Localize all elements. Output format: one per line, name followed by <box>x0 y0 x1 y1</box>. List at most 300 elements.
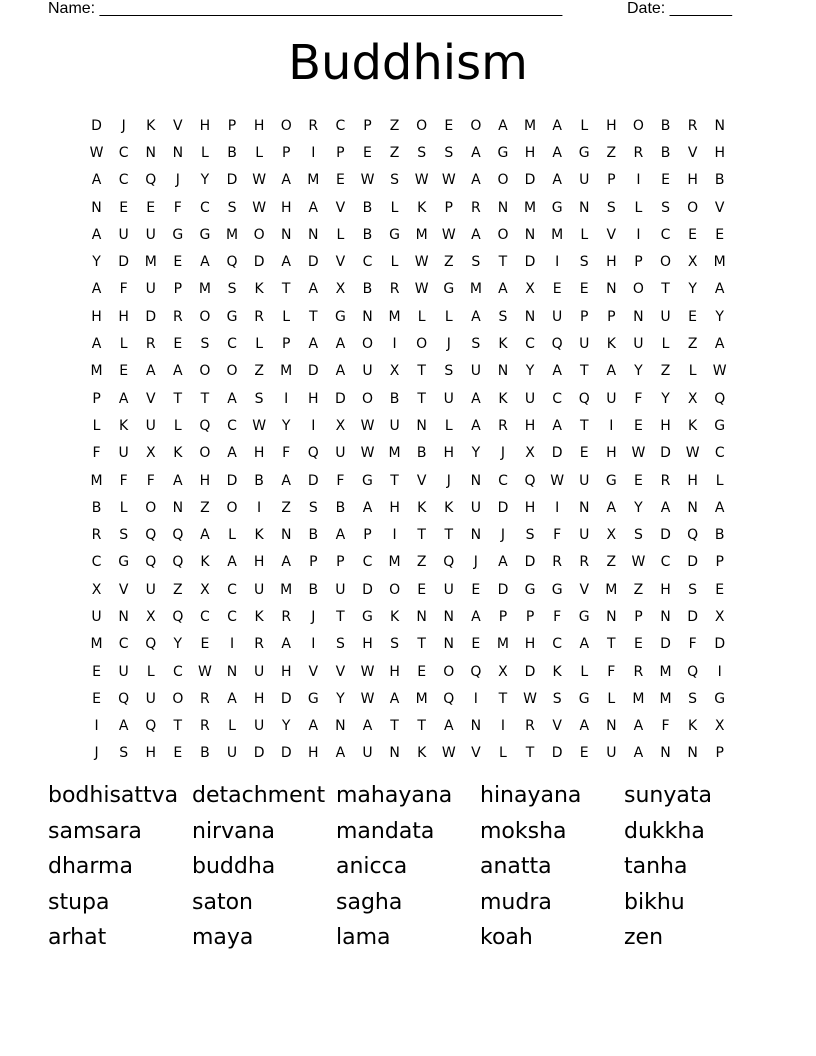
grid-letter: S <box>579 254 589 271</box>
grid-letter: E <box>633 417 643 434</box>
grid-letter: W <box>360 690 375 707</box>
grid-letter: B <box>714 172 725 189</box>
grid-letter: M <box>524 199 537 216</box>
grid-letter: U <box>606 390 617 407</box>
grid-letter: H <box>253 554 265 571</box>
word-bank-item: dharma <box>48 854 133 879</box>
grid-letter: W <box>631 445 646 462</box>
grid-letter: C <box>118 636 129 653</box>
grid-letter: E <box>119 199 129 216</box>
grid-letter: L <box>607 690 616 707</box>
word-bank-item: samsara <box>48 818 142 844</box>
grid-letter: T <box>444 527 454 544</box>
grid-letter: K <box>498 336 508 353</box>
letter-grid <box>83 112 734 767</box>
grid-letter: I <box>311 144 316 161</box>
grid-letter: E <box>579 281 589 298</box>
grid-letter: W <box>712 363 727 380</box>
grid-letter: Z <box>606 144 617 161</box>
grid-letter: R <box>281 608 292 625</box>
grid-letter: A <box>552 117 562 134</box>
grid-letter: V <box>118 581 129 598</box>
grid-letter: A <box>227 390 237 407</box>
grid-letter: L <box>715 472 724 489</box>
grid-letter: A <box>308 199 319 216</box>
grid-letter: M <box>144 254 157 271</box>
grid-letter: H <box>524 636 536 653</box>
grid-letter: A <box>471 608 481 625</box>
grid-letter: W <box>441 226 456 243</box>
grid-letter: J <box>94 745 99 762</box>
grid-row <box>83 467 734 494</box>
grid-letter: S <box>498 308 508 325</box>
grid-letter: A <box>118 718 129 735</box>
grid-letter: H <box>687 172 698 189</box>
grid-letter: E <box>715 581 725 598</box>
grid-letter: U <box>443 390 454 407</box>
grid-letter: K <box>119 417 129 434</box>
grid-letter: N <box>524 308 536 325</box>
grid-letter: N <box>578 499 590 516</box>
grid-letter: C <box>660 554 671 571</box>
grid-letter: X <box>335 281 346 298</box>
grid-row <box>83 194 734 221</box>
grid-row <box>83 740 734 767</box>
grid-letter: R <box>200 690 210 707</box>
grid-letter: N <box>470 527 482 544</box>
grid-letter: D <box>253 745 265 762</box>
grid-letter: E <box>173 254 183 271</box>
grid-letter: A <box>281 472 291 489</box>
grid-row <box>83 167 734 194</box>
grid-letter: H <box>253 445 265 462</box>
word-bank-item: bodhisattva <box>48 783 179 808</box>
grid-letter: L <box>173 417 182 434</box>
grid-letter: A <box>606 499 617 516</box>
grid-letter: H <box>524 144 536 161</box>
grid-letter: X <box>687 390 698 407</box>
grid-letter: R <box>525 718 535 735</box>
grid-letter: P <box>525 608 535 625</box>
grid-letter: P <box>281 144 291 161</box>
grid-letter: E <box>661 172 670 189</box>
grid-letter: H <box>660 581 671 598</box>
grid-letter: W <box>441 745 456 762</box>
grid-letter: A <box>633 718 644 735</box>
grid-letter: E <box>200 636 210 653</box>
grid-letter: C <box>227 417 237 434</box>
grid-letter: Y <box>281 417 291 434</box>
word-bank-item: anatta <box>480 854 552 879</box>
grid-letter: A <box>714 499 725 516</box>
grid-letter: I <box>473 690 478 707</box>
grid-letter: Z <box>660 363 671 380</box>
grid-letter: D <box>524 172 536 189</box>
grid-letter: D <box>362 581 373 598</box>
grid-letter: K <box>688 718 698 735</box>
grid-row <box>83 658 734 685</box>
grid-letter: A <box>173 363 183 380</box>
grid-letter: A <box>579 636 590 653</box>
grid-letter: B <box>254 472 264 489</box>
grid-letter: C <box>362 554 373 571</box>
grid-letter: Q <box>551 336 563 353</box>
grid-letter: F <box>336 472 345 489</box>
grid-letter: O <box>687 199 699 216</box>
grid-letter: S <box>335 636 345 653</box>
grid-letter: G <box>524 581 536 598</box>
grid-letter: H <box>253 690 265 707</box>
grid-letter: R <box>91 527 102 544</box>
grid-letter: L <box>499 745 507 762</box>
grid-letter: S <box>390 172 400 189</box>
grid-row <box>83 412 734 439</box>
grid-letter: X <box>389 363 400 380</box>
grid-letter: D <box>307 254 319 271</box>
grid-letter: T <box>309 308 318 325</box>
grid-letter: Z <box>254 363 264 380</box>
grid-letter: Q <box>307 445 319 462</box>
grid-letter: C <box>200 608 210 625</box>
word-bank-item: buddha <box>192 854 276 879</box>
word-bank-item: maya <box>192 925 254 950</box>
grid-letter: E <box>363 144 372 161</box>
grid-letter: A <box>552 363 562 380</box>
grid-letter: S <box>444 144 454 161</box>
grid-letter: E <box>119 363 129 380</box>
grid-letter: L <box>390 254 399 271</box>
grid-letter: U <box>145 281 156 298</box>
grid-letter: U <box>91 608 102 625</box>
grid-letter: T <box>390 718 399 735</box>
grid-letter: N <box>606 718 617 735</box>
grid-letter: A <box>471 144 481 161</box>
grid-letter: L <box>119 336 128 353</box>
grid-letter: U <box>362 363 373 380</box>
grid-row <box>83 221 734 248</box>
grid-letter: V <box>335 254 346 271</box>
grid-letter: A <box>91 226 102 243</box>
grid-letter: A <box>660 499 671 516</box>
grid-letter: A <box>335 363 346 380</box>
word-bank-item: sunyata <box>624 783 712 808</box>
grid-letter: S <box>688 690 698 707</box>
grid-letter: S <box>254 390 264 407</box>
grid-letter: E <box>173 336 183 353</box>
grid-letter: G <box>578 608 590 625</box>
grid-letter: K <box>417 499 427 516</box>
grid-letter: N <box>172 499 184 516</box>
grid-letter: P <box>309 554 318 571</box>
grid-letter: X <box>525 445 535 462</box>
grid-letter: O <box>172 690 184 707</box>
grid-letter: G <box>551 581 563 598</box>
grid-letter: O <box>632 281 644 298</box>
grid-letter: A <box>335 336 346 353</box>
grid-letter: Q <box>172 608 184 625</box>
grid-letter: F <box>92 445 101 462</box>
grid-letter: P <box>281 336 291 353</box>
grid-letter: T <box>525 745 535 762</box>
grid-letter: T <box>579 417 589 434</box>
grid-letter: F <box>553 608 562 625</box>
grid-letter: Y <box>688 281 697 298</box>
grid-letter: L <box>688 363 697 380</box>
grid-letter: Y <box>173 636 183 653</box>
grid-letter: O <box>226 499 238 516</box>
grid-letter: N <box>91 199 102 216</box>
grid-letter: S <box>661 199 670 216</box>
grid-letter: D <box>524 554 536 571</box>
grid-letter: R <box>308 117 319 134</box>
grid-letter: X <box>145 445 156 462</box>
grid-letter: Q <box>578 390 590 407</box>
grid-letter: E <box>471 581 481 598</box>
grid-letter: P <box>227 117 237 134</box>
grid-letter: U <box>145 226 156 243</box>
grid-row <box>83 440 734 467</box>
word-bank-item: moksha <box>480 818 567 844</box>
grid-letter: P <box>715 554 724 571</box>
grid-letter: A <box>335 745 346 762</box>
grid-letter: B <box>91 499 102 516</box>
grid-letter: H <box>687 472 698 489</box>
grid-letter: R <box>172 308 183 325</box>
grid-letter: H <box>606 254 617 271</box>
grid-letter: A <box>281 554 291 571</box>
grid-letter: V <box>579 581 590 598</box>
grid-letter: O <box>361 390 373 407</box>
grid-letter: T <box>579 363 589 380</box>
grid-letter: K <box>498 390 508 407</box>
grid-letter: V <box>714 199 725 216</box>
grid-letter: S <box>444 363 454 380</box>
grid-letter: C <box>200 199 210 216</box>
grid-letter: N <box>578 199 590 216</box>
grid-letter: I <box>717 663 722 680</box>
grid-letter: W <box>414 281 429 298</box>
grid-letter: C <box>498 472 508 489</box>
grid-letter: A <box>498 554 508 571</box>
grid-letter: R <box>579 554 590 571</box>
grid-letter: I <box>392 336 397 353</box>
grid-row <box>83 112 734 139</box>
grid-letter: L <box>201 144 209 161</box>
grid-letter: L <box>255 144 264 161</box>
grid-letter: A <box>714 336 725 353</box>
grid-letter: G <box>714 690 726 707</box>
grid-letter: D <box>91 117 102 134</box>
grid-letter: I <box>311 636 316 653</box>
grid-letter: A <box>173 472 183 489</box>
grid-letter: N <box>443 608 454 625</box>
grid-letter: A <box>471 390 481 407</box>
grid-letter: J <box>500 445 506 462</box>
grid-letter: M <box>496 636 509 653</box>
grid-letter: D <box>118 254 130 271</box>
grid-letter: N <box>497 199 509 216</box>
grid-letter: B <box>362 281 373 298</box>
grid-letter: G <box>551 199 563 216</box>
grid-letter: W <box>252 172 267 189</box>
grid-letter: L <box>336 226 345 243</box>
grid-letter: G <box>307 690 319 707</box>
grid-letter: X <box>200 581 210 598</box>
grid-letter: Y <box>281 718 291 735</box>
grid-letter: P <box>607 172 616 189</box>
grid-letter: O <box>199 445 211 462</box>
word-bank-item: nirvana <box>192 818 276 844</box>
grid-letter: D <box>253 254 265 271</box>
grid-letter: A <box>606 363 617 380</box>
grid-letter: D <box>226 472 238 489</box>
grid-letter: N <box>470 472 482 489</box>
grid-letter: C <box>335 117 346 134</box>
grid-letter: A <box>471 417 481 434</box>
grid-letter: I <box>500 718 506 735</box>
grid-letter: S <box>227 281 237 298</box>
grid-letter: A <box>714 281 725 298</box>
grid-letter: U <box>389 417 400 434</box>
grid-letter: V <box>335 199 346 216</box>
grid-letter: A <box>91 336 102 353</box>
word-bank-item: tanha <box>624 854 688 879</box>
word-bank-item: lama <box>336 925 391 950</box>
grid-letter: X <box>498 663 508 680</box>
grid-letter: E <box>417 663 427 680</box>
grid-letter: M <box>90 636 103 653</box>
grid-letter: W <box>252 417 267 434</box>
grid-letter: P <box>498 608 508 625</box>
grid-letter: T <box>417 718 426 735</box>
grid-letter: H <box>524 499 536 516</box>
grid-letter: Q <box>145 172 157 189</box>
grid-letter: P <box>634 608 643 625</box>
grid-letter: J <box>446 336 451 353</box>
grid-letter: U <box>145 690 156 707</box>
grid-letter: M <box>659 663 672 680</box>
grid-letter: Z <box>687 336 698 353</box>
grid-letter: H <box>199 472 211 489</box>
grid-letter: G <box>172 226 184 243</box>
grid-letter: M <box>605 581 618 598</box>
grid-letter: D <box>660 636 671 653</box>
grid-letter: U <box>524 390 536 407</box>
grid-letter: C <box>660 226 671 243</box>
grid-letter: P <box>607 308 616 325</box>
grid-letter: G <box>362 608 373 625</box>
grid-letter: B <box>200 745 210 762</box>
grid-letter: K <box>417 199 427 216</box>
grid-letter: T <box>200 390 210 407</box>
grid-letter: H <box>253 117 265 134</box>
grid-letter: M <box>415 226 428 243</box>
word-bank <box>48 778 768 956</box>
grid-letter: Q <box>226 254 238 271</box>
grid-letter: K <box>254 527 264 544</box>
grid-letter: X <box>714 608 725 625</box>
grid-letter: A <box>443 718 454 735</box>
grid-letter: C <box>552 636 563 653</box>
grid-letter: E <box>146 199 156 216</box>
grid-letter: I <box>284 390 289 407</box>
grid-letter: H <box>524 417 536 434</box>
grid-letter: G <box>714 417 726 434</box>
grid-letter: A <box>227 445 237 462</box>
grid-row <box>83 248 734 275</box>
grid-letter: S <box>471 254 481 271</box>
grid-letter: Y <box>661 390 670 407</box>
grid-letter: U <box>633 336 644 353</box>
grid-letter: L <box>282 308 291 325</box>
grid-letter: G <box>578 690 590 707</box>
grid-letter: B <box>227 144 237 161</box>
grid-letter: U <box>470 499 481 516</box>
grid-letter: S <box>633 527 643 544</box>
grid-letter: W <box>631 554 646 571</box>
grid-letter: Q <box>145 636 157 653</box>
grid-letter: C <box>552 390 563 407</box>
grid-letter: B <box>660 117 671 134</box>
grid-letter: V <box>606 226 617 243</box>
grid-letter: M <box>713 254 726 271</box>
grid-letter: J <box>121 117 126 134</box>
grid-letter: D <box>551 745 563 762</box>
grid-letter: B <box>416 445 427 462</box>
grid-letter: P <box>92 390 101 407</box>
grid-letter: A <box>200 254 210 271</box>
grid-letter: S <box>552 690 562 707</box>
grid-letter: W <box>441 172 456 189</box>
grid-letter: Q <box>687 527 699 544</box>
grid-letter: O <box>199 308 211 325</box>
grid-letter: U <box>579 472 590 489</box>
grid-letter: K <box>173 445 183 462</box>
grid-letter: N <box>687 745 698 762</box>
grid-letter: K <box>552 663 562 680</box>
grid-letter: B <box>335 499 346 516</box>
grid-letter: W <box>360 445 375 462</box>
grid-letter: G <box>199 226 211 243</box>
grid-letter: W <box>550 472 565 489</box>
grid-letter: M <box>388 445 401 462</box>
grid-letter: J <box>500 527 506 544</box>
grid-row <box>83 276 734 303</box>
grid-row <box>83 139 734 166</box>
grid-letter: H <box>606 117 617 134</box>
grid-letter: H <box>91 308 102 325</box>
grid-letter: W <box>252 199 267 216</box>
grid-letter: K <box>200 554 210 571</box>
grid-letter: E <box>92 663 101 680</box>
grid-letter: S <box>606 199 616 216</box>
word-bank-item: arhat <box>48 925 107 950</box>
grid-letter: N <box>226 663 238 680</box>
grid-letter: E <box>579 745 589 762</box>
grid-letter: U <box>253 718 265 735</box>
grid-letter: Z <box>389 117 400 134</box>
grid-letter: H <box>118 308 129 325</box>
grid-letter: F <box>173 199 182 216</box>
grid-letter: I <box>555 254 560 271</box>
grid-letter: D <box>307 363 319 380</box>
grid-letter: H <box>714 144 725 161</box>
grid-letter: V <box>308 663 319 680</box>
grid-row <box>83 603 734 630</box>
grid-letter: Q <box>687 663 699 680</box>
grid-letter: D <box>714 636 726 653</box>
grid-letter: C <box>91 554 102 571</box>
